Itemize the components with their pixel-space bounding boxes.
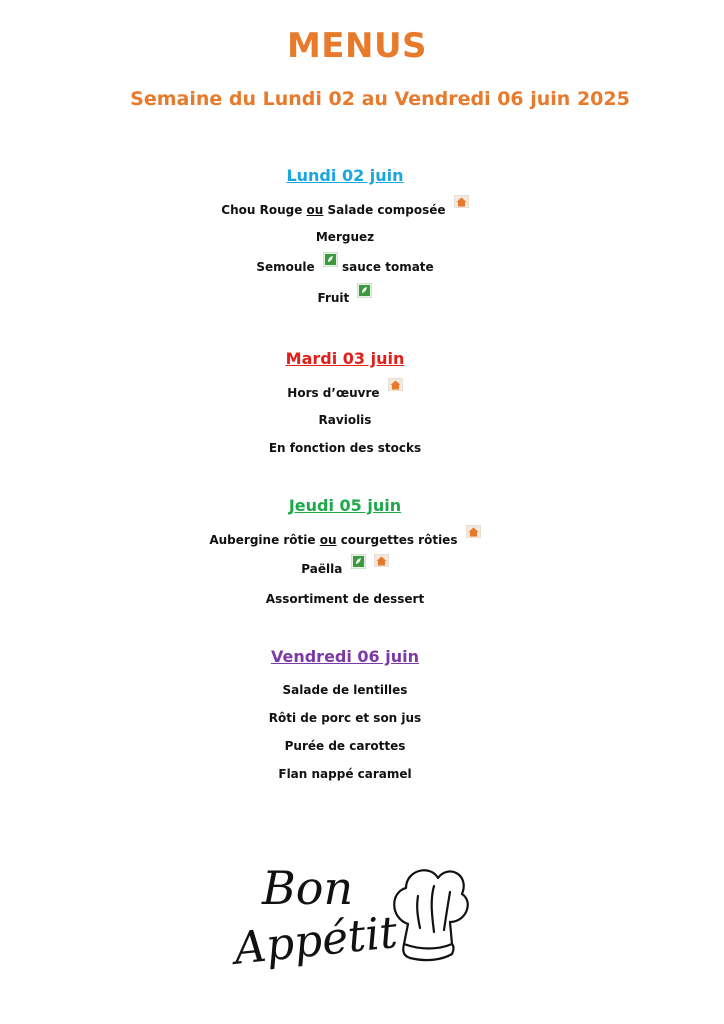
day-heading-lundi: Lundi 02 juin [286, 166, 404, 185]
dish-item [0, 406, 690, 434]
dish-item [0, 283, 690, 311]
home-made-icon [374, 554, 389, 567]
dish-text: Rôti de porc et son jus [268, 711, 422, 725]
bon-appetit-logo [230, 852, 470, 986]
day-section-jeudi [0, 496, 690, 613]
dish-text: Salade composée [323, 203, 446, 217]
dish-item [0, 378, 690, 406]
organic-icon [357, 283, 372, 296]
dish-text: Assortiment de dessert [265, 592, 425, 606]
dish-text: Aubergine rôtie [209, 533, 320, 547]
dish-item [0, 676, 690, 704]
day-section-mardi [0, 349, 690, 462]
dish-text: Merguez [315, 230, 375, 244]
dish-item [0, 760, 690, 788]
logo-line-1: Bon [262, 861, 354, 915]
dish-item [0, 732, 690, 760]
dish-or-text: ou [306, 203, 324, 217]
dish-item [0, 553, 690, 585]
organic-icon [323, 252, 338, 265]
day-heading-jeudi: Jeudi 05 juin [288, 496, 402, 515]
day-section-vendredi [0, 647, 690, 788]
week-subtitle: Semaine du Lundi 02 au Vendredi 06 juin 2025 [130, 88, 630, 110]
dish-text: Paëlla [301, 562, 343, 576]
home-made-icon [388, 378, 403, 391]
day-section-lundi [0, 166, 690, 311]
dish-text: Flan nappé caramel [278, 767, 412, 781]
dish-suffix-text: sauce tomate [342, 260, 434, 274]
dish-text: Chou Rouge [221, 203, 307, 217]
logo-line-2: Appétit [231, 906, 400, 975]
dish-item [0, 223, 690, 251]
dish-item [0, 251, 690, 283]
chef-hat-icon [394, 870, 468, 960]
dish-text: Purée de carottes [284, 739, 406, 753]
dish-text: Raviolis [318, 413, 372, 427]
home-made-icon [466, 525, 481, 538]
organic-icon [351, 554, 366, 567]
home-made-icon [454, 195, 469, 208]
dish-item [0, 195, 690, 223]
dish-or-text: ou [319, 533, 337, 547]
dish-item [0, 525, 690, 553]
dish-text: Semoule [256, 260, 315, 274]
dish-text: courgettes rôties [336, 533, 458, 547]
dish-item [0, 585, 690, 613]
day-heading-vendredi: Vendredi 06 juin [270, 647, 420, 666]
dish-text: En fonction des stocks [268, 441, 422, 455]
dish-text: Salade de lentilles [282, 683, 408, 697]
day-heading-mardi: Mardi 03 juin [285, 349, 405, 368]
dish-text: Fruit [317, 291, 350, 305]
page-title: MENUS [286, 26, 428, 66]
dish-item [0, 704, 690, 732]
dish-text: Hors d’œuvre [287, 386, 380, 400]
dish-item [0, 434, 690, 462]
